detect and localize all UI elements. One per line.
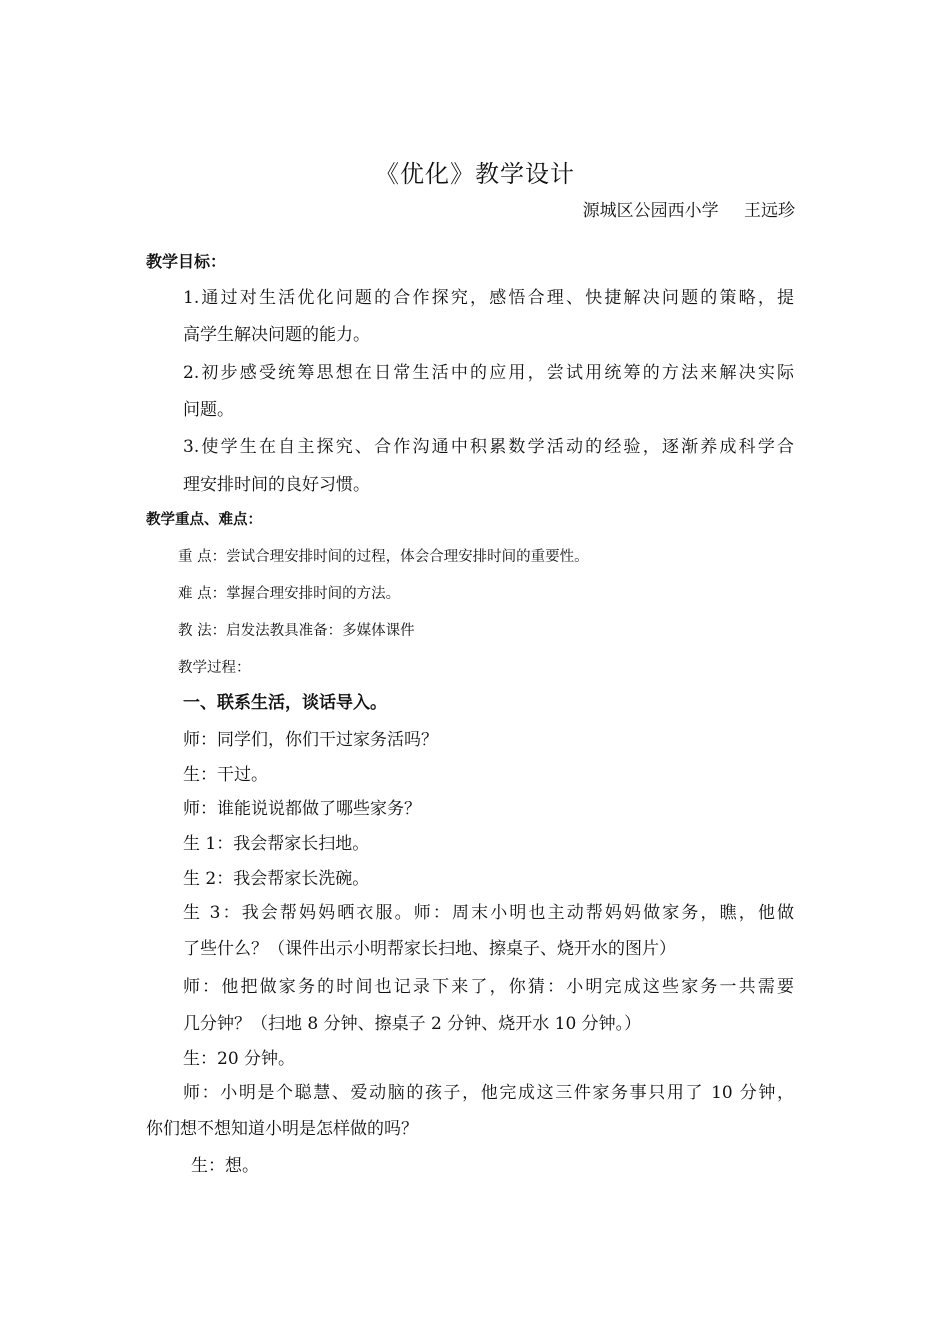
goals-heading: 教学目标： [146, 252, 227, 271]
dialogue-line: 生 2：我会帮家长洗碗。 [183, 869, 370, 889]
key-point: 重 点：尝试合理安排时间的过程，体会合理安排时间的重要性。 [178, 549, 589, 565]
goal-3-line-2: 理安排时间的良好习惯。 [183, 475, 370, 495]
dialogue-line: 师：同学们，你们干过家务活吗？ [183, 730, 438, 750]
goal-3-line-1: 3.使学生在自主探究、合作沟通中积累数学活动的经验，逐渐养成科学合 [183, 437, 794, 457]
dialogue-line: 师：谁能说说都做了哪些家务？ [183, 799, 421, 819]
process-heading: 教学过程： [178, 660, 251, 676]
goal-1-line-1: 1.通过对生活优化问题的合作探究，感悟合理、快捷解决问题的策略，提 [183, 288, 794, 308]
dialogue-line: 生：20 分钟。 [183, 1049, 296, 1069]
dialogue-line-continued: 了些什么？（课件出示小明帮家长扫地、擦桌子、烧开水的图片） [183, 939, 676, 959]
dialogue-line: 生 3：我会帮妈妈晒衣服。师：周末小明也主动帮妈妈做家务，瞧，他做 [183, 903, 794, 923]
dialogue-line-continued: 你们想不想知道小明是怎样做的吗？ [146, 1119, 418, 1139]
dialogue-line: 生：干过。 [183, 765, 268, 785]
dialogue-line: 师：他把做家务的时间也记录下来了，你猜：小明完成这些家务一共需要 [183, 977, 794, 997]
dialogue-line: 生：想。 [191, 1156, 259, 1176]
document-title: 《优化》教学设计 [375, 160, 575, 188]
goal-2-line-2: 问题。 [183, 400, 234, 420]
author-line: 源城区公园西小学 王远珍 [582, 201, 795, 221]
difficult-point: 难 点：掌握合理安排时间的方法。 [178, 586, 401, 602]
goal-1-line-2: 高学生解决问题的能力。 [183, 325, 370, 345]
dialogue-line: 师：小明是个聪慧、爱动脑的孩子，他完成这三件家务事只用了 10 分钟， [183, 1083, 794, 1103]
dialogue-line-continued: 几分钟？（扫地 8 分钟、擦桌子 2 分钟、烧开水 10 分钟。） [183, 1014, 642, 1034]
dialogue-line: 生 1：我会帮家长扫地。 [183, 834, 370, 854]
section-1-heading: 一、联系生活，谈话导入。 [183, 693, 387, 713]
teaching-method: 教 法：启发法教具准备：多媒体课件 [178, 623, 415, 639]
keypoints-heading: 教学重点、难点： [146, 512, 262, 528]
goal-2-line-1: 2.初步感受统筹思想在日常生活中的应用，尝试用统筹的方法来解决实际 [183, 363, 794, 383]
